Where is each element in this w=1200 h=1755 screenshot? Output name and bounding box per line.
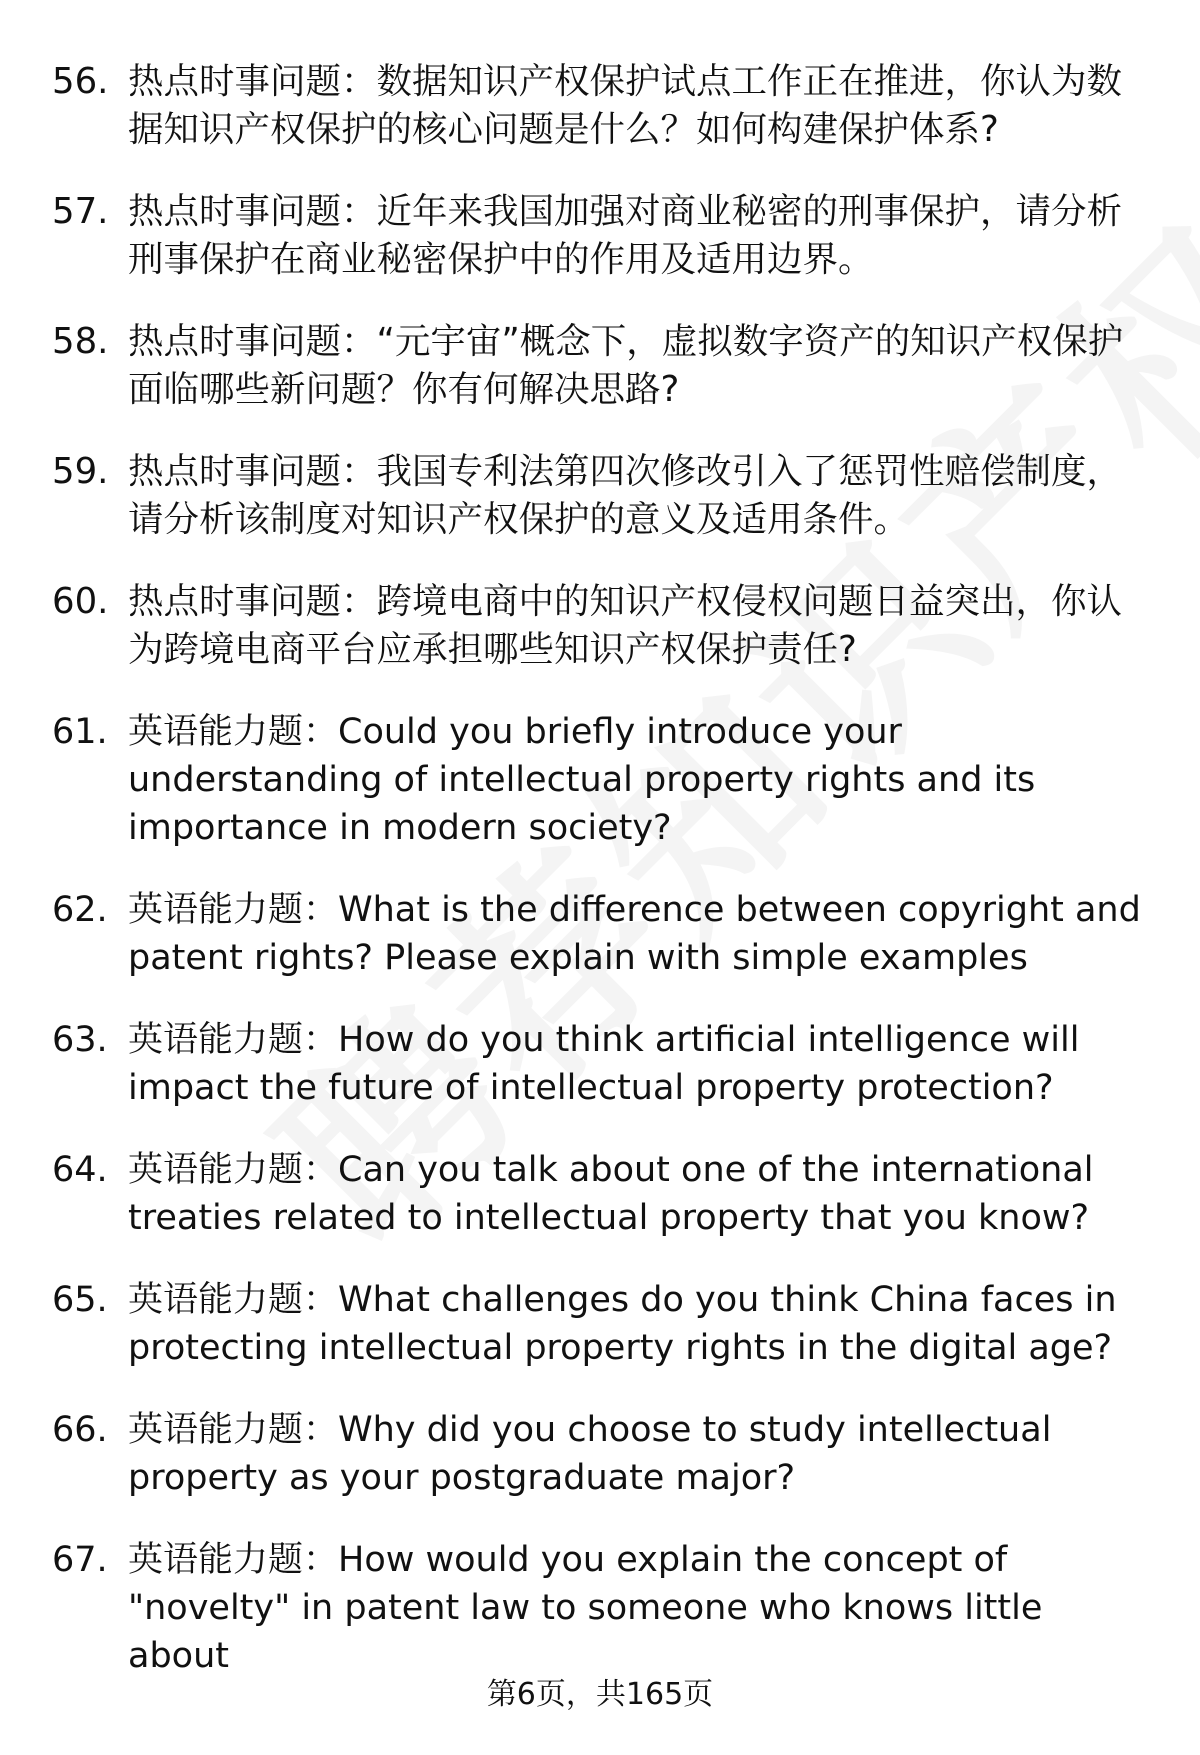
question-number: 57.	[52, 191, 109, 232]
question-item	[52, 1536, 1152, 1680]
question-text: 热点时事问题：近年来我国加强对商业秘密的刑事保护，请分析刑事保护在商业秘密保护中的作用及适用边界。	[128, 191, 1123, 280]
question-item	[52, 1276, 1152, 1372]
question-text: 英语能力题：Why did you choose to study intellectual property as your postgraduate major?	[128, 1410, 1052, 1498]
question-text: 英语能力题：Could you briefly introduce your understanding of intellectual property rights and its importance in modern society?	[128, 712, 1036, 848]
question-item	[52, 188, 1152, 284]
question-text: 英语能力题：Can you talk about one of the international treaties related to intellectual property that you know?	[128, 1150, 1094, 1238]
question-text: 热点时事问题：跨境电商中的知识产权侵权问题日益突出，你认为跨境电商平台应承担哪些知识产权保护责任?	[128, 581, 1123, 670]
question-item	[52, 1406, 1152, 1502]
question-item	[52, 578, 1152, 674]
question-item	[52, 1146, 1152, 1242]
question-text: 热点时事问题：“元宇宙”概念下，虚拟数字资产的知识产权保护面临哪些新问题？你有何解决思路?	[128, 321, 1124, 410]
question-number: 63.	[52, 1020, 108, 1060]
question-item	[52, 58, 1152, 154]
question-number: 59.	[52, 451, 109, 492]
question-number: 58.	[52, 321, 109, 362]
question-text: 英语能力题：What challenges do you think China faces in protecting intellectual property rights in the digital age?	[128, 1280, 1117, 1368]
question-item	[52, 1016, 1152, 1112]
question-item	[52, 708, 1152, 852]
question-text: 英语能力题：What is the difference between copyright and patent rights? Please explain with simple examples	[128, 890, 1141, 978]
question-text: 热点时事问题：数据知识产权保护试点工作正在推进，你认为数据知识产权保护的核心问题是什么？如何构建保护体系?	[128, 61, 1123, 150]
question-number: 56.	[52, 61, 109, 102]
question-number: 66.	[52, 1410, 108, 1450]
question-text: 英语能力题：How do you think artificial intelligence will impact the future of intellectual property protection?	[128, 1020, 1080, 1108]
question-text: 热点时事问题：我国专利法第四次修改引入了惩罚性赔偿制度，请分析该制度对知识产权保护的意义及适用条件。	[128, 451, 1123, 540]
question-number: 65.	[52, 1280, 108, 1320]
question-number: 62.	[52, 890, 108, 930]
question-number: 61.	[52, 712, 108, 752]
question-list	[52, 58, 1152, 1714]
question-item	[52, 318, 1152, 414]
question-item	[52, 448, 1152, 544]
page-footer: 第6页，共165页	[486, 1677, 714, 1712]
question-text: 英语能力题：How would you explain the concept of "novelty" in patent law to someone who knows little about	[128, 1540, 1043, 1676]
question-number: 67.	[52, 1540, 108, 1580]
question-number: 64.	[52, 1150, 108, 1190]
question-number: 60.	[52, 581, 109, 622]
question-item	[52, 886, 1152, 982]
